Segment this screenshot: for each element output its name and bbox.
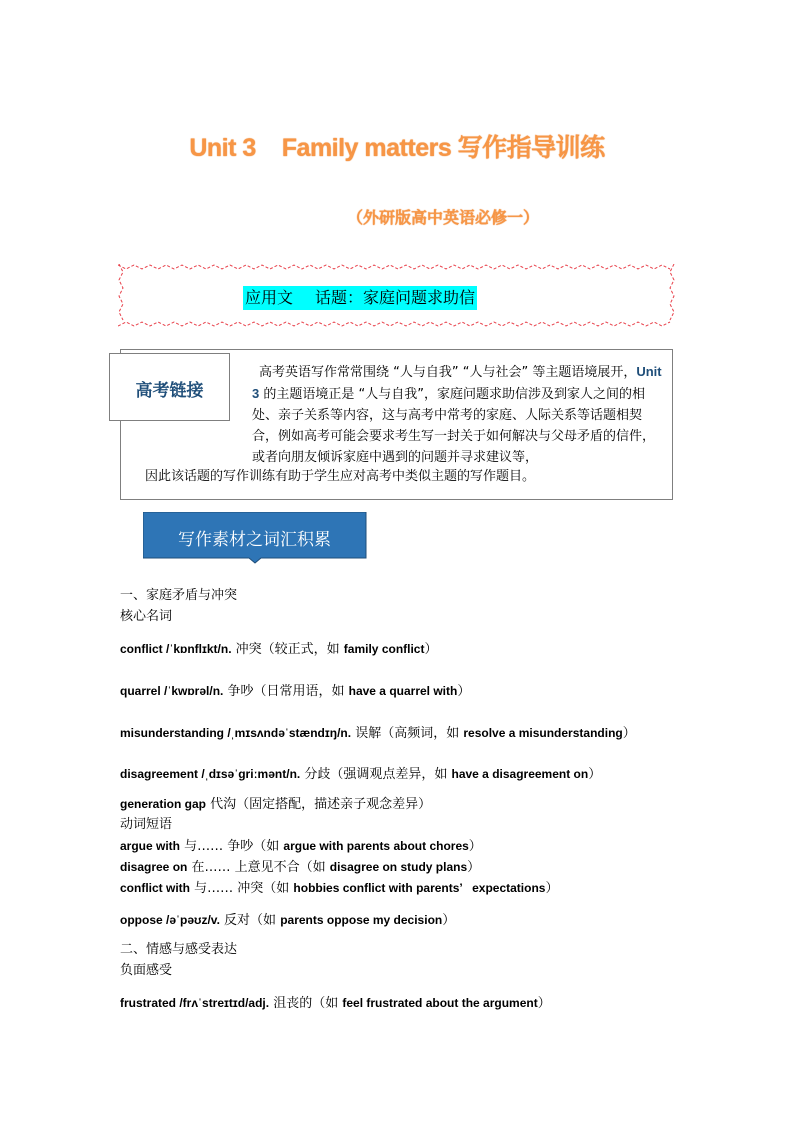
- meaning: 在…… 上意见不合（如: [187, 860, 330, 875]
- paren: ）: [588, 767, 602, 782]
- page-title: [0, 128, 794, 164]
- title-text: Family matters 写作指导训练: [281, 134, 605, 162]
- gaokao-paragraph-end: 因此该话题的写作训练有助于学生应对高考中类似主题的写作题目。: [145, 469, 536, 484]
- subheading-negative: 负面感受: [120, 963, 173, 978]
- vocab-item-oppose: [120, 911, 455, 930]
- word: conflict with: [120, 881, 190, 895]
- vocab-item-frustrated: [120, 994, 551, 1013]
- vocab-item-argue-with: [120, 837, 482, 856]
- gaokao-label: 高考链接: [135, 381, 204, 401]
- meaning: 与…… 冲突（如: [190, 881, 294, 896]
- example: have a quarrel with: [348, 684, 458, 698]
- meaning: 与…… 争吵（如: [180, 839, 284, 854]
- page-subtitle: （外研版高中英语必修一）: [347, 208, 540, 227]
- vocab-item-disagree-on: [120, 858, 480, 877]
- paren: ）: [424, 642, 438, 657]
- topic-heading: [243, 286, 477, 310]
- word: generation gap: [120, 797, 207, 811]
- example: argue with parents about chores: [283, 839, 469, 853]
- word: disagree on: [120, 860, 188, 874]
- gaokao-paragraph: [252, 361, 664, 468]
- paren: ）: [468, 839, 482, 854]
- word: argue with: [120, 839, 181, 853]
- subheading-phrases: 动词短语: [120, 817, 173, 832]
- meaning: 分歧（强调观点差异，如: [300, 767, 452, 782]
- word: quarrel /ˈkwɒrəl/n.: [120, 684, 224, 698]
- gaokao-text-b: 的主题语境正是 “人与自我”，家庭问题求助信涉及到家人之间的相处、亲子关系等内容，这与高考中常考的家庭、人际关系等话题相契合，例如高考可能会要求考生写一封关于如何解决与父母矛盾的信件，或者向朋友倾诉家庭中遇到的问题并寻求建议等，: [252, 387, 656, 465]
- example: disagree on study plans: [329, 860, 468, 874]
- word: oppose /əˈpəʊz/v.: [120, 913, 220, 927]
- example: have a disagreement on: [451, 767, 589, 781]
- section-banner: 写作素材之词汇积累: [178, 530, 331, 550]
- meaning: 误解（高频词，如: [351, 726, 464, 741]
- word: misunderstanding /ˌmɪsʌndəˈstændɪŋ/n.: [120, 726, 352, 740]
- paren: ）: [622, 726, 636, 741]
- paren: ）: [537, 996, 551, 1011]
- section-heading-feelings: 二、情感与感受表达: [120, 942, 238, 957]
- vocab-item-disagreement: [120, 765, 601, 784]
- vocab-item-generation-gap: [120, 795, 431, 814]
- meaning: 争吵（日常用语，如: [223, 684, 349, 699]
- topic-subject: 话题：家庭问题求助信: [315, 288, 476, 307]
- example: family conflict: [343, 642, 425, 656]
- meaning: 冲突（较正式，如: [231, 642, 344, 657]
- meaning: 代沟（固定搭配，描述亲子观念差异）: [206, 797, 432, 812]
- vocab-item-misunderstanding: [120, 724, 636, 743]
- example: parents oppose my decision: [280, 913, 443, 927]
- paren: ）: [457, 684, 471, 699]
- paren: ）: [442, 913, 456, 928]
- meaning: 沮丧的（如: [269, 996, 343, 1011]
- example: resolve a misunderstanding: [463, 726, 623, 740]
- subheading-nouns: 核心名词: [120, 609, 173, 624]
- word: disagreement /ˌdɪsəˈɡriːmənt/n.: [120, 767, 301, 781]
- paren: ）: [545, 881, 559, 896]
- vocab-item-conflict-with: [120, 879, 558, 898]
- word: frustrated /frʌˈstreɪtɪd/adj.: [120, 996, 270, 1010]
- title-unit: Unit 3: [189, 134, 256, 162]
- word: conflict /ˈkɒnflɪkt/n.: [120, 642, 232, 656]
- vocab-item-quarrel: [120, 682, 470, 701]
- example: feel frustrated about the argument: [342, 996, 538, 1010]
- topic-type: 应用文: [245, 288, 294, 307]
- vocab-item-conflict: [120, 640, 438, 659]
- gaokao-text-a: 高考英语写作常常围绕 “人与自我” “人与社会” 等主题语境展开，: [259, 365, 637, 380]
- gaokao-unit: Unit 3: [252, 364, 662, 401]
- paren: ）: [467, 860, 481, 875]
- example: hobbies conflict with parents’ expectations: [293, 881, 546, 895]
- section-heading-conflicts: 一、家庭矛盾与冲突: [120, 588, 238, 603]
- meaning: 反对（如: [219, 913, 281, 928]
